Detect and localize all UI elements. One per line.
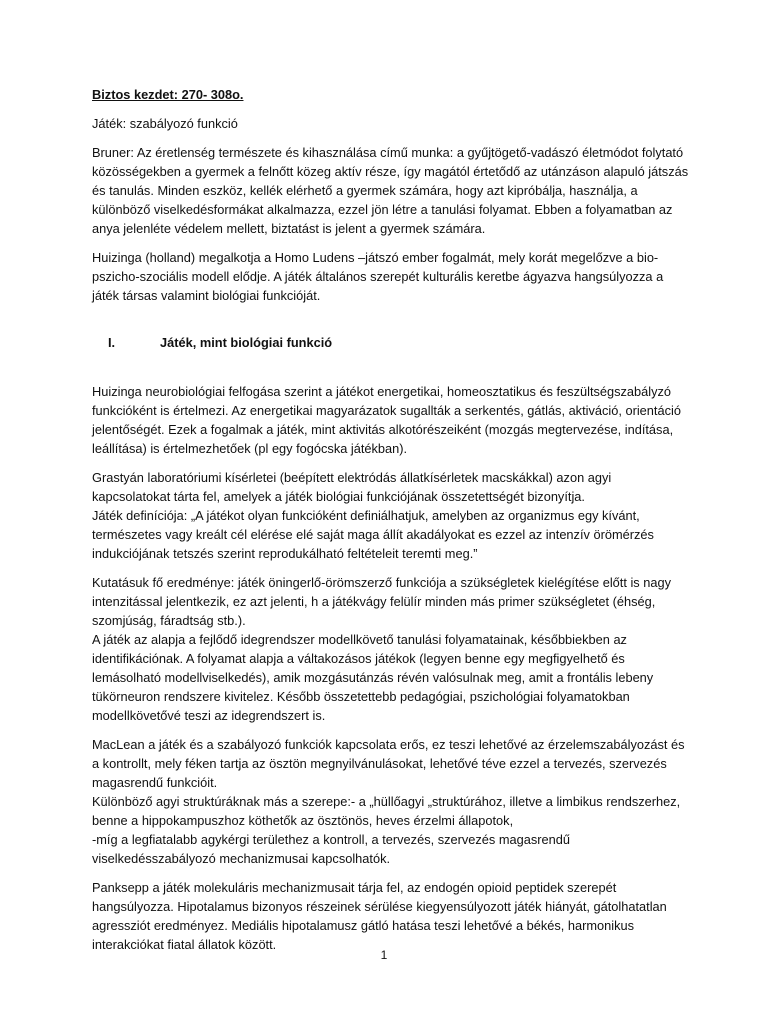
document-body	[92, 85, 692, 954]
section-heading	[92, 333, 692, 352]
document-subtitle: Játék: szabályozó funkció	[92, 116, 238, 131]
paragraph-cortex: -míg a legfiatalabb agykérgi területhez a kontroll, a tervezés, szervezés magasrendű viselkedésszabályozó mechanizmusai kapcsolhatók.	[92, 832, 570, 866]
paragraph-maclean: MacLean a játék és a szabályozó funkciók kapcsolata erős, ez teszi lehetővé az érzelemszabályozást és a kontrollt, mely féken tartja az ösztön megnyilvánulásokat, lehetővé téve ezzel a tervezés, szervezés magasrendű funkcióit.	[92, 737, 685, 790]
paragraph-grastyan: Grastyán laboratóriumi kísérletei (beépített elektródás állatkísérletek macskákkal) azon agyi kapcsolatokat tárta fel, amelyek a játék biológiai funkciójának összetettségét bizonyítja.	[92, 470, 612, 504]
paragraph-brain-structures: Különböző agyi struktúráknak más a szerepe:- a „hüllőagyi „struktúrához, illetve a limbikus rendszerhez, benne a hippokampuszhoz köthetők az ösztönös, heves érzelmi állapotok,	[92, 794, 681, 828]
paragraph-bruner: Bruner: Az éretlenség természete és kihasználása című munka: a gyűjtögető-vadászó életmódot folytató közösségekben a gyermek a felnőtt közeg aktív része, így magától értetődő az utánzáson alapuló játszás és tanulás. Minden eszköz, kellék elérhető a gyermek számára, hogy azt kipróbálja, használja, a különböző viselkedésformákat alkalmazza, ezzel jön létre a tanulási folyamat. Ebben a folyamatban az anya jelenléte védelem mellett, biztatást is jelent a gyermek számára.	[92, 145, 689, 236]
section-number: I.	[108, 335, 116, 350]
paragraph-huizinga-neuro: Huizinga neurobiológiai felfogása szerint a játékot energetikai, homeosztatikus és feszültségszabályzó funkcióként is értelmezi. Az energetikai magyarázatok sugallták a serkentés, gátlás, aktiváció, orientáció jelentőségét. Ezek a fogalmak a játék, mint aktivitás alkotórészeiként (mozgás megtervezése, indítása, leállítása) is értelmezhetőek (pl egy fogócska játékban).	[92, 384, 681, 456]
paragraph-panksepp: Panksepp a játék molekuláris mechanizmusait tárja fel, az endogén opioid peptidek szerepét hangsúlyozza. Hipotalamus bizonyos részeinek sérülése kiegyensúlyozott játék hiányát, gátolhatatlan agressziót eredményez. Mediális hipotalamusz gátló hatása teszi lehetővé a békés, harmonikus interakciókat fiatal állatok között.	[92, 880, 667, 952]
paragraph-modelling: A játék az alapja a fejlődő idegrendszer modellkövető tanulási folyamatainak, későbbiekben az identifikációnak. A folyamat alapja a váltakozásos játékok (legyen benne egy megfigyelhető és lemásolható modellviselkedés), amik mozgásutánzás révén valósulnak meg, amit a frontális lebeny tükörneuron rendszere kivitelez. Később összetettebb pedagógiai, pszichológiai folyamatokban modellkövetővé teszi az idegrendszert is.	[92, 632, 654, 723]
document-heading: Biztos kezdet: 270- 308o.	[92, 87, 244, 102]
paragraph-definition: Játék definíciója: „A játékot olyan funkcióként definiálhatjuk, amelyben az organizmus egy kívánt, természetes vagy kreált cél elérése elé saját maga állít akadályokat es ezzel az intenzív örömérzés indukciójának tetszés szerint reprodukálható feltételeit teremti meg.”	[92, 508, 654, 561]
page-number: 1	[380, 948, 388, 962]
paragraph-huizinga-intro: Huizinga (holland) megalkotja a Homo Ludens –játszó ember fogalmát, mely korát megelőzve a bio-pszicho-szociális modell elődje. A játék általános szerepét kulturális keretbe ágyazva hangsúlyozza a játék társas valamint biológiai funkcióját.	[92, 250, 664, 303]
paragraph-research-result: Kutatásuk fő eredménye: játék öningerlő-örömszerző funkciója a szükségletek kielégítése előtt is nagy intenzitással jelentkezik, ez azt jelenti, h a játékvágy felülír minden más primer szükségletet (éhség, szomjúság, fáradtság stb.).	[92, 575, 672, 628]
section-title: Játék, mint biológiai funkció	[160, 335, 333, 350]
